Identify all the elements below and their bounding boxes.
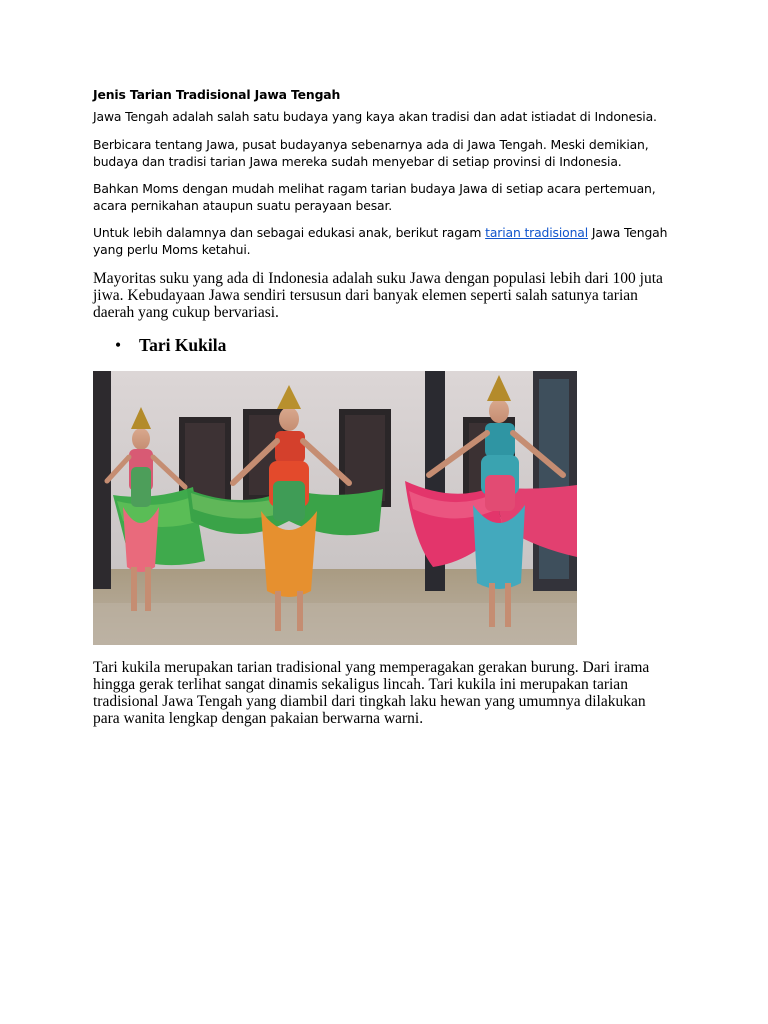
tarian-tradisional-link[interactable]: tarian tradisional xyxy=(485,225,589,240)
tari-kukila-description: Tari kukila merupakan tarian tradisional yang memperagakan gerakan burung. Dari irama hingga gerak terlihat sangat dinamis sekaligus lincah. Tari kukila ini merupakan tarian tradisional Jawa Tengah yang diambil dari tingkah laku hewan yang umumnya dilakukan para wanita lengkap dengan pakaian berwarna warni. xyxy=(93,659,650,727)
paragraph-intro-4 xyxy=(93,224,673,258)
paragraph-intro-3: Bahkan Moms dengan mudah melihat ragam tarian budaya Jawa di setiap acara pertemuan, acara pernikahan ataupun suatu perayaan besar. xyxy=(93,181,656,213)
article-title: Jenis Tarian Tradisional Jawa Tengah xyxy=(93,87,341,102)
paragraph-4-text-after: Jawa Tengah yang perlu Moms ketahui. xyxy=(93,225,668,257)
document-page xyxy=(93,86,673,728)
paragraph-intro-2: Berbicara tentang Jawa, pusat budayanya sebenarnya ada di Jawa Tengah. Meski demikian, budaya dan tradisi tarian Jawa mereka sudah menyebar di setiap provinsi di Indonesia. xyxy=(93,137,649,169)
section-heading-tari-kukila xyxy=(93,334,673,356)
bullet-icon: • xyxy=(115,335,122,356)
intro-paragraph-serif: Mayoritas suku yang ada di Indonesia adalah suku Jawa dengan populasi lebih dari 100 juta jiwa. Kebudayaan Jawa sendiri tersusun dari banyak elemen seperti salah satunya tarian daerah yang cukup bervariasi. xyxy=(93,270,663,321)
paragraph-intro-1: Jawa Tengah adalah salah satu budaya yang kaya akan tradisi dan adat istiadat di Indonesia. xyxy=(93,109,657,124)
tari-kukila-photo xyxy=(93,371,577,645)
paragraph-4-text-before: Untuk lebih dalamnya dan sebagai edukasi anak, berikut ragam xyxy=(93,225,486,240)
section-title: Tari Kukila xyxy=(139,335,227,356)
